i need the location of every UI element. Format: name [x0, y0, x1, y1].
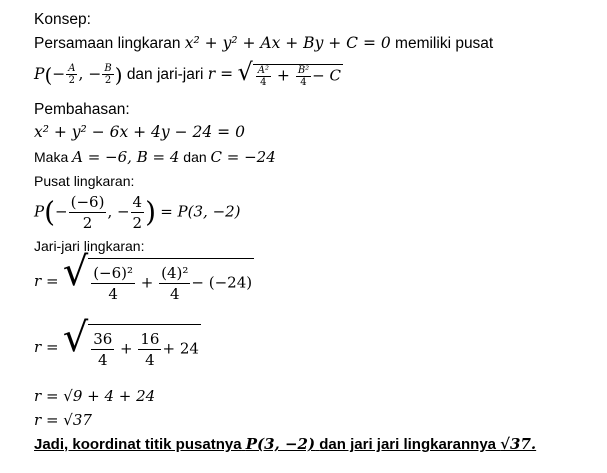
conclusion-text2: dan jari jari lingkarannya	[319, 436, 496, 453]
pusat-heading: Pusat lingkaran:	[34, 173, 135, 189]
step1-den-b: 4	[170, 285, 180, 303]
jari-heading: Jari-jari lingkaran:	[34, 238, 145, 254]
radius-step2	[34, 314, 201, 370]
given-equation: x² + y² − 6x + 4y − 24 = 0	[34, 123, 245, 141]
radius-num-a: A²	[257, 64, 269, 76]
radius-r: r =	[207, 65, 234, 84]
maka-c: C = −24	[210, 148, 276, 166]
center-symbol: P	[34, 65, 45, 84]
step1-num-a: (−6)²	[93, 264, 134, 282]
pusat-num-b: 4	[132, 193, 143, 211]
step1-root: √ $\frac{\text{(−6)²}}{4}$ + $\frac{\text{(4)²}}{4}$ − (−24)	[62, 248, 253, 303]
step1-den-a: 4	[108, 285, 118, 303]
conclusion-text1: Jadi, koordinat titik pusatnya	[34, 436, 242, 453]
radius-tail: − C	[312, 66, 341, 85]
radius-den-b: 4	[300, 76, 307, 88]
pusat-result: = P(3, −2)	[160, 202, 241, 221]
step2-den-b: 4	[145, 351, 155, 369]
center-den-b: 2	[104, 75, 112, 87]
maka-line	[34, 147, 276, 167]
step2-tail: + 24	[162, 339, 199, 358]
step2-den-a: 4	[97, 351, 108, 369]
konsep-line1	[34, 33, 493, 54]
step2-num-a: 36	[93, 330, 113, 348]
konsep-heading: Konsep:	[34, 11, 91, 28]
step2-num-b: 16	[140, 330, 160, 348]
center-den-a: 2	[68, 75, 76, 87]
pusat-num-a: (−6)	[70, 193, 105, 211]
radius-formula-root: √ $\frac{\text{A²}}{4}$ + $\frac{\text{B²}}{4}$ − C	[237, 58, 341, 88]
general-circle-equation: x² + y² + Ax + By + C = 0	[184, 34, 391, 52]
pusat-den-a: 2	[82, 214, 93, 232]
conclusion-line	[34, 434, 536, 455]
step1-num-b: (4)²	[161, 264, 189, 282]
maka-and: dan	[183, 149, 207, 165]
step1-r: r =	[34, 272, 59, 290]
radius-step1	[34, 248, 254, 304]
maka-values: A = −6, B = 4	[72, 148, 180, 166]
konsep-line1-text: Persamaan lingkaran	[34, 35, 181, 52]
radius-step4: r = √37	[34, 411, 92, 429]
step2-root: √ $\frac{36}{4}$ + $\frac{16}{4}$ + 24	[62, 314, 199, 369]
pembahasan-heading: Pembahasan:	[34, 101, 130, 118]
center-num-b: B	[104, 63, 112, 75]
pusat-line: P(− $\frac{(-6)}{2}$ , − $\frac{4}{2}$ ) = P(3, −2)	[34, 193, 241, 232]
konsep-line1-tail: memiliki pusat	[395, 35, 494, 52]
step1-tail: − (−24)	[191, 273, 253, 292]
conclusion-radius: √37.	[500, 435, 537, 453]
radius-text: dan jari-jari	[126, 66, 204, 84]
konsep-line2: P(− $\frac{A}{2}$ , − $\frac{B}{2}$ ) dan jari-jari r = √ $\frac{\text{A²}}{4}$ + $\frac{\text{B²}}{4}$ − C	[34, 58, 341, 88]
pusat-den-b: 2	[132, 214, 143, 232]
radius-den-a: 4	[260, 76, 267, 88]
conclusion-center: P(3, −2)	[245, 435, 316, 453]
radius-num-b: B²	[297, 64, 310, 76]
pusat-symbol: P	[34, 202, 45, 221]
center-num-a: A	[68, 63, 76, 75]
step2-r: r =	[34, 338, 59, 356]
radius-step3: r = √9 + 4 + 24	[34, 387, 156, 405]
maka-label: Maka	[34, 149, 69, 165]
